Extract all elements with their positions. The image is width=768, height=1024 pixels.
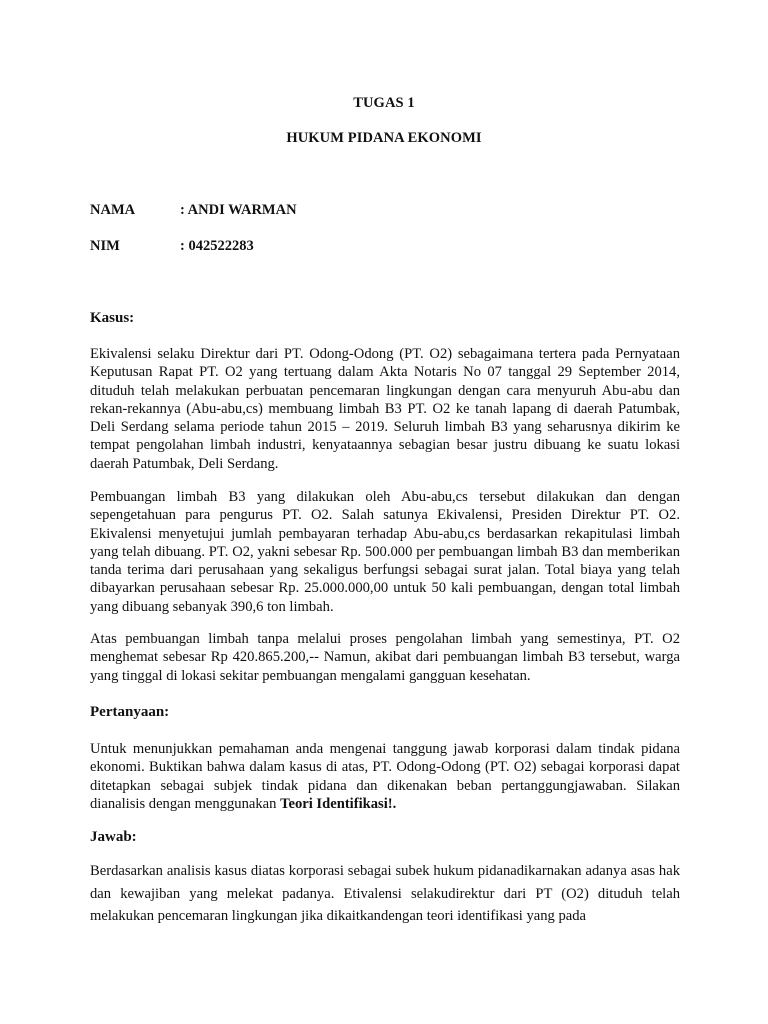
- pertanyaan-emphasis: Teori Identifikasi!.: [280, 795, 397, 812]
- nim-label: NIM: [90, 238, 120, 254]
- name-row: [90, 202, 690, 222]
- kasus-heading: Kasus:: [90, 310, 135, 326]
- name-value: : ANDI WARMAN: [180, 202, 297, 218]
- document-title: TUGAS 1: [353, 95, 415, 111]
- document-subtitle: HUKUM PIDANA EKONOMI: [286, 130, 482, 146]
- jawab-heading: Jawab:: [90, 829, 137, 845]
- name-label: NAMA: [90, 202, 136, 218]
- pertanyaan-paragraph: [90, 740, 680, 813]
- pertanyaan-text: Untuk menunjukkan pemahaman anda mengenai tanggung jawab korporasi dalam tindak pidana ekonomi. Buktikan bahwa dalam kasus di atas, PT. Odong-Odong (PT. O2) sebagai korporasi dapat ditetapkan sebagai subjek tindak pidana dan dikenakan beban pertanggungjawaban. Silakan dianalisis dengan menggunakan: [90, 741, 680, 812]
- kasus-paragraph-1: Ekivalensi selaku Direktur dari PT. Odong-Odong (PT. O2) sebagaimana tertera pada Pernyataan Keputusan Rapat PT. O2 yang tertuang dalam Akta Notaris No 07 tanggal 29 September 2014, dituduh telah melakukan perbuatan pencemaran lingkungan dengan cara menyuruh Abu-abu dan rekan-rekannya (Abu-abu,cs) membuang limbah B3 PT. O2 ke tanah lapang di daerah Patumbak, Deli Serdang selama periode tahun 2015 – 2019. Seluruh limbah B3 yang seharusnya dikirim ke tempat pengolahan limbah industri, kenyataannya sebagian besar justru dibuang ke suatu lokasi daerah Patumbak, Deli Serdang.: [90, 346, 680, 472]
- pertanyaan-heading: Pertanyaan:: [90, 704, 170, 720]
- kasus-paragraph-2: Pembuangan limbah B3 yang dilakukan oleh Abu-abu,cs tersebut dilakukan dan dengan sepengetahuan para pengurus PT. O2. Salah satunya Ekivalensi, Presiden Direktur PT. O2. Ekivalensi menyetujui jumlah pembayaran terhadap Abu-abu,cs berdasarkan rekapitulasi limbah yang telah dibuang. PT. O2, yakni sebesar Rp. 500.000 per pembuangan limbah B3 dan memberikan tanda terima dari perusahaan yang sekaligus berfungsi sebagai surat jalan. Total biaya yang telah dibayarkan perusahaan sebesar Rp. 25.000.000,00 untuk 50 kali pembuangan, dengan total limbah yang dibuang sebanyak 390,6 ton limbah.: [90, 489, 680, 615]
- jawab-paragraph: Berdasarkan analisis kasus diatas korporasi sebagai subek hukum pidanadikarnakan adanya asas hak dan kewajiban yang melekat padanya. Etivalensi selakudirektur dari PT (O2) dituduh telah melakukan pencemaran lingkungan jika dikaitkandengan teori identifikasi yang pada: [90, 863, 680, 924]
- nim-row: [90, 238, 690, 258]
- nim-value: : 042522283: [180, 238, 254, 254]
- kasus-paragraph-3: Atas pembuangan limbah tanpa melalui proses pengolahan limbah yang semestinya, PT. O2 menghemat sebesar Rp 420.865.200,-- Namun, akibat dari pembuangan limbah B3 tersebut, warga yang tinggal di lokasi sekitar pembuangan mengalami gangguan kesehatan.: [90, 631, 680, 684]
